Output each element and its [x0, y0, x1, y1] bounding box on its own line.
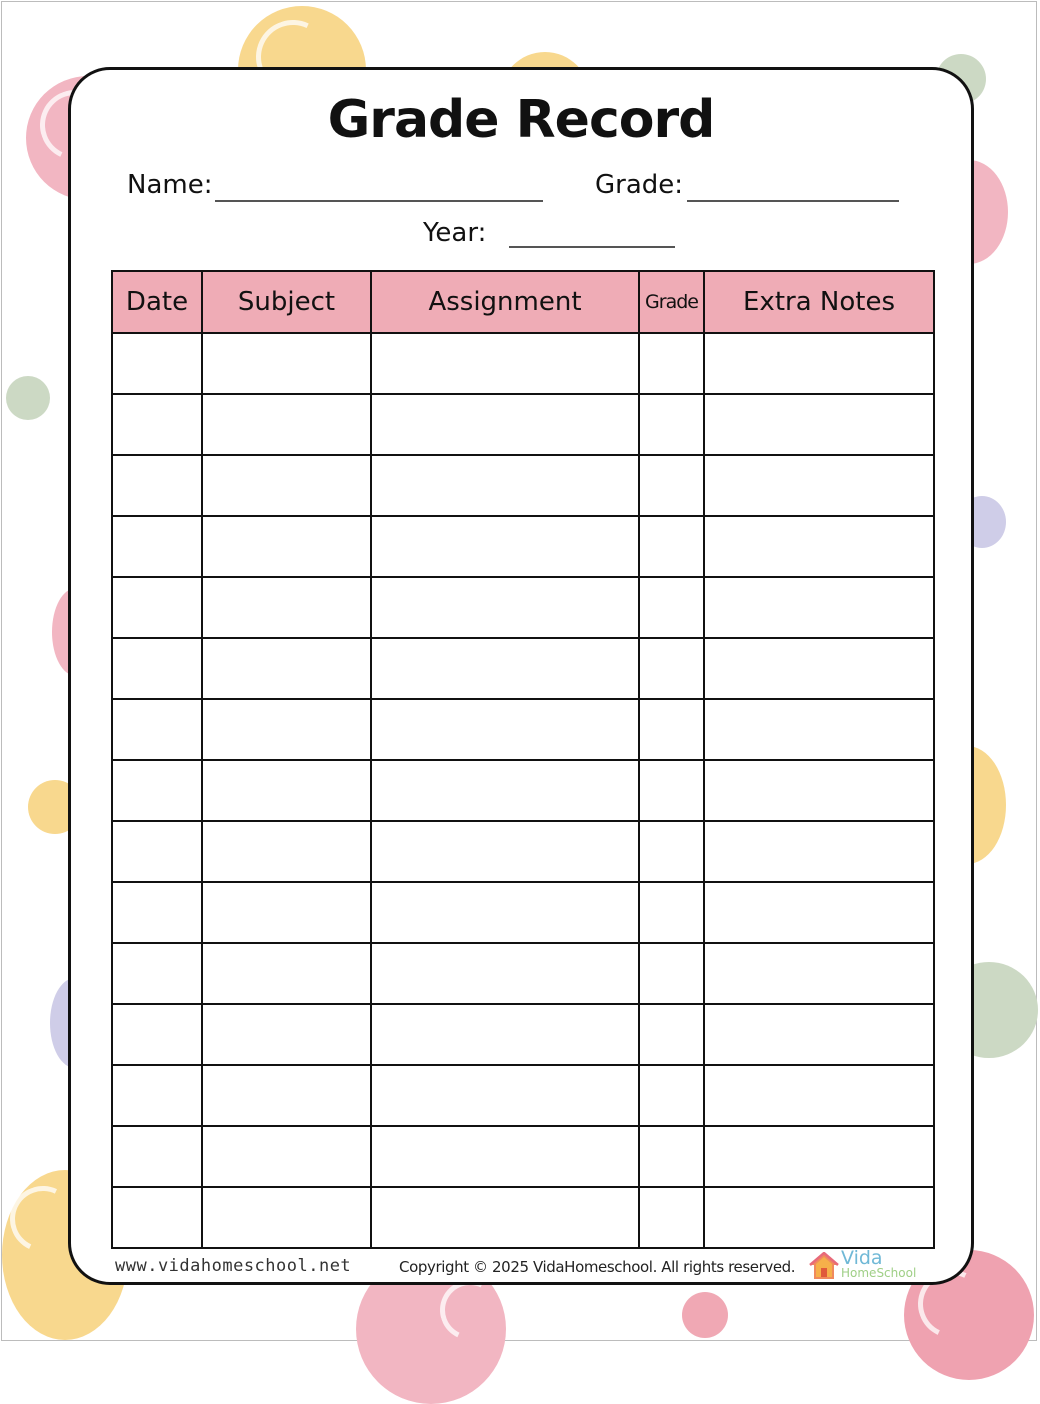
table-cell[interactable]	[639, 516, 704, 577]
table-cell[interactable]	[202, 760, 371, 821]
name-field[interactable]	[215, 200, 543, 202]
vida-homeschool-logo	[809, 1247, 939, 1282]
table-cell[interactable]	[704, 882, 934, 943]
table-cell[interactable]	[371, 577, 639, 638]
column-header-grade: Grade	[639, 271, 704, 333]
table-row	[112, 455, 934, 516]
logo-sub-text: HomeSchool	[841, 1266, 917, 1280]
table-cell[interactable]	[639, 760, 704, 821]
table-cell[interactable]	[704, 943, 934, 1004]
logo-brand-text: Vida	[841, 1247, 883, 1269]
table-cell[interactable]	[639, 638, 704, 699]
table-row	[112, 760, 934, 821]
table-cell[interactable]	[639, 699, 704, 760]
table-cell[interactable]	[371, 821, 639, 882]
page-title: Grade Record	[327, 90, 715, 150]
table-cell[interactable]	[371, 1004, 639, 1065]
table-cell[interactable]	[202, 638, 371, 699]
column-header-extra-notes: Extra Notes	[704, 271, 934, 333]
table-cell[interactable]	[371, 638, 639, 699]
column-header-date: Date	[112, 271, 202, 333]
table-cell[interactable]	[202, 943, 371, 1004]
table-row	[112, 1126, 934, 1187]
table-row	[112, 577, 934, 638]
table-cell[interactable]	[704, 760, 934, 821]
table-cell[interactable]	[371, 1126, 639, 1187]
table-cell[interactable]	[112, 638, 202, 699]
footer-copyright: Copyright © 2025 VidaHomeschool. All rights reserved.	[399, 1258, 796, 1276]
table-row	[112, 1065, 934, 1126]
column-header-assignment: Assignment	[371, 271, 639, 333]
table-cell[interactable]	[704, 638, 934, 699]
table-cell[interactable]	[704, 699, 934, 760]
table-cell[interactable]	[639, 1187, 704, 1248]
year-label: Year:	[423, 218, 487, 248]
grade-label: Grade:	[595, 170, 684, 200]
footer-website: www.vidahomeschool.net	[115, 1256, 352, 1276]
bubble	[682, 1292, 728, 1338]
table-row	[112, 1004, 934, 1065]
table-cell[interactable]	[704, 516, 934, 577]
table-row	[112, 943, 934, 1004]
table-cell[interactable]	[202, 821, 371, 882]
table-cell[interactable]	[639, 882, 704, 943]
table-cell[interactable]	[112, 455, 202, 516]
table-cell[interactable]	[202, 516, 371, 577]
grade-record-card	[68, 67, 974, 1285]
grade-field[interactable]	[687, 200, 899, 202]
table-cell[interactable]	[704, 394, 934, 455]
table-cell[interactable]	[371, 760, 639, 821]
table-cell[interactable]	[704, 1065, 934, 1126]
table-cell[interactable]	[202, 1004, 371, 1065]
table-cell[interactable]	[112, 699, 202, 760]
table-cell[interactable]	[112, 516, 202, 577]
table-cell[interactable]	[112, 1004, 202, 1065]
table-cell[interactable]	[371, 1187, 639, 1248]
table-header-row	[112, 271, 934, 333]
table-cell[interactable]	[639, 394, 704, 455]
table-cell[interactable]	[704, 1187, 934, 1248]
table-row	[112, 516, 934, 577]
table-cell[interactable]	[704, 333, 934, 394]
table-cell[interactable]	[371, 699, 639, 760]
table-cell[interactable]	[202, 394, 371, 455]
table-cell[interactable]	[112, 760, 202, 821]
table-body	[112, 333, 934, 1248]
table-row	[112, 821, 934, 882]
table-cell[interactable]	[202, 1065, 371, 1126]
column-header-subject: Subject	[202, 271, 371, 333]
table-cell[interactable]	[704, 455, 934, 516]
table-row	[112, 394, 934, 455]
table-cell[interactable]	[112, 577, 202, 638]
table-cell[interactable]	[112, 1065, 202, 1126]
table-cell[interactable]	[371, 394, 639, 455]
table-cell[interactable]	[371, 455, 639, 516]
table-cell[interactable]	[202, 577, 371, 638]
table-row	[112, 882, 934, 943]
table-cell[interactable]	[112, 943, 202, 1004]
table-cell[interactable]	[202, 455, 371, 516]
table-cell[interactable]	[639, 1004, 704, 1065]
table-row	[112, 699, 934, 760]
table-cell[interactable]	[704, 821, 934, 882]
table-cell[interactable]	[202, 1126, 371, 1187]
table-cell[interactable]	[371, 333, 639, 394]
table-cell[interactable]	[371, 882, 639, 943]
table-cell[interactable]	[112, 821, 202, 882]
grade-table	[111, 270, 935, 1249]
table-cell[interactable]	[202, 882, 371, 943]
name-label: Name:	[127, 170, 213, 200]
table-cell[interactable]	[371, 1065, 639, 1126]
table-row	[112, 333, 934, 394]
table-cell[interactable]	[639, 333, 704, 394]
table-cell[interactable]	[639, 455, 704, 516]
table-cell[interactable]	[639, 577, 704, 638]
table-cell[interactable]	[704, 1004, 934, 1065]
table-cell[interactable]	[112, 333, 202, 394]
table-cell[interactable]	[371, 943, 639, 1004]
table-cell[interactable]	[112, 394, 202, 455]
house-icon	[809, 1252, 839, 1280]
table-cell[interactable]	[112, 1187, 202, 1248]
table-cell[interactable]	[202, 1187, 371, 1248]
table-row	[112, 638, 934, 699]
bubble	[6, 376, 50, 420]
table-cell[interactable]	[639, 943, 704, 1004]
table-cell[interactable]	[371, 516, 639, 577]
table-cell[interactable]	[112, 1126, 202, 1187]
table-cell[interactable]	[639, 1126, 704, 1187]
table-cell[interactable]	[639, 821, 704, 882]
table-cell[interactable]	[704, 577, 934, 638]
table-cell[interactable]	[202, 333, 371, 394]
table-cell[interactable]	[639, 1065, 704, 1126]
table-cell[interactable]	[202, 699, 371, 760]
table-row	[112, 1187, 934, 1248]
year-field[interactable]	[509, 246, 675, 248]
table-cell[interactable]	[704, 1126, 934, 1187]
table-cell[interactable]	[112, 882, 202, 943]
